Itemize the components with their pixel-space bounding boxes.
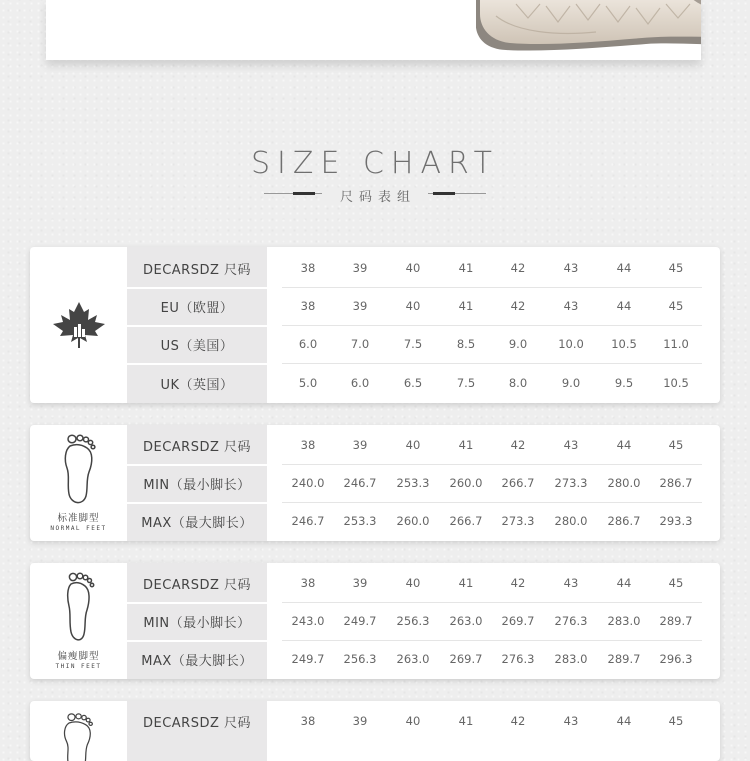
size-cell: 283.0 (554, 652, 588, 666)
table-row (30, 502, 720, 540)
size-cell: 39 (352, 438, 368, 452)
size-cell: 42 (510, 438, 526, 452)
size-cell: 280.0 (607, 476, 641, 490)
size-cell: 260.0 (449, 476, 483, 490)
size-cell: 39 (352, 299, 368, 313)
size-cell: 40 (405, 576, 421, 590)
size-cell: 296.3 (659, 652, 693, 666)
size-cell: 293.3 (659, 514, 693, 528)
size-cell: 8.5 (456, 337, 476, 351)
table-row (30, 640, 720, 678)
size-cell: 43 (563, 438, 579, 452)
size-cell: 6.0 (298, 337, 318, 351)
size-cell: 253.3 (396, 476, 430, 490)
size-cell: 273.3 (554, 476, 588, 490)
size-cell: 7.5 (456, 376, 476, 390)
table-row (30, 249, 720, 287)
size-cell: 44 (616, 714, 632, 728)
size-cell: 39 (352, 714, 368, 728)
size-cell: 41 (458, 438, 474, 452)
foot-type-subcaption: NORMAL FEET (50, 525, 107, 532)
size-cell: 41 (458, 714, 474, 728)
row-values (282, 426, 720, 464)
size-cell: 38 (300, 299, 316, 313)
size-cell: 6.0 (350, 376, 370, 390)
normal-feet-table (30, 425, 720, 541)
row-values (282, 564, 720, 602)
size-cell: 43 (563, 576, 579, 590)
row-label: EU（欧盟） (160, 300, 234, 316)
size-cell: 269.7 (501, 614, 535, 628)
size-cell: 263.0 (396, 652, 430, 666)
size-cell: 39 (352, 261, 368, 275)
row-label: US（美国） (160, 338, 234, 354)
row-label: DECARSDZ 尺码 (142, 439, 252, 455)
row-label: DECARSDZ 尺码 (142, 577, 252, 593)
table-row (30, 287, 720, 325)
row-label: MIN（最小脚长） (143, 477, 251, 493)
size-conversion-table (30, 247, 720, 403)
size-cell: 256.3 (396, 614, 430, 628)
size-cell: 42 (510, 714, 526, 728)
size-cell: 38 (300, 438, 316, 452)
size-cell: 8.0 (508, 376, 528, 390)
row-label: UK（英国） (160, 377, 234, 393)
size-cell: 40 (405, 714, 421, 728)
size-cell: 9.0 (561, 376, 581, 390)
size-cell: 253.3 (343, 514, 377, 528)
size-cell: 42 (510, 261, 526, 275)
table-row (30, 702, 720, 740)
size-cell: 286.7 (659, 476, 693, 490)
size-cell: 266.7 (449, 514, 483, 528)
shoe-sole-image (476, 0, 701, 53)
row-label: MIN（最小脚长） (143, 615, 251, 631)
wide-feet-table (30, 701, 720, 761)
size-cell: 280.0 (554, 514, 588, 528)
row-label: DECARSDZ 尺码 (142, 262, 252, 278)
size-cell: 9.5 (614, 376, 634, 390)
size-cell: 38 (300, 714, 316, 728)
size-cell: 7.5 (403, 337, 423, 351)
size-cell: 249.7 (291, 652, 325, 666)
size-cell: 256.3 (343, 652, 377, 666)
table-row (30, 426, 720, 464)
size-cell: 43 (563, 261, 579, 275)
size-cell: 38 (300, 261, 316, 275)
size-cell: 10.5 (611, 337, 637, 351)
size-cell: 246.7 (291, 514, 325, 528)
page-subtitle: 尺码表组 (0, 186, 750, 205)
thin-feet-table (30, 563, 720, 679)
row-values (282, 464, 720, 502)
row-label: MAX（最大脚长） (141, 515, 253, 531)
size-cell: 289.7 (659, 614, 693, 628)
foot-type-caption: 偏瘦脚型 (57, 651, 100, 662)
size-cell: 10.0 (558, 337, 584, 351)
row-values (282, 249, 720, 287)
row-values (282, 325, 720, 363)
size-cell: 7.0 (350, 337, 370, 351)
size-cell: 42 (510, 576, 526, 590)
size-cell: 45 (668, 576, 684, 590)
size-cell: 45 (668, 261, 684, 275)
row-values (282, 364, 720, 402)
size-cell: 45 (668, 299, 684, 313)
size-cell: 5.0 (298, 376, 318, 390)
product-banner (46, 0, 701, 60)
size-cell: 243.0 (291, 614, 325, 628)
table-row (30, 364, 720, 402)
size-cell: 286.7 (607, 514, 641, 528)
size-cell: 266.7 (501, 476, 535, 490)
size-cell: 43 (563, 299, 579, 313)
row-label: MAX（最大脚长） (141, 653, 253, 669)
size-cell: 289.7 (607, 652, 641, 666)
size-cell: 42 (510, 299, 526, 313)
size-cell: 44 (616, 261, 632, 275)
table-row (30, 464, 720, 502)
page-title: SIZE CHART (251, 146, 499, 181)
size-cell: 41 (458, 261, 474, 275)
size-cell: 283.0 (607, 614, 641, 628)
row-values (282, 640, 720, 678)
size-cell: 276.3 (554, 614, 588, 628)
size-cell: 263.0 (449, 614, 483, 628)
size-cell: 38 (300, 576, 316, 590)
size-cell: 45 (668, 714, 684, 728)
size-cell: 39 (352, 576, 368, 590)
size-cell: 6.5 (403, 376, 423, 390)
size-cell: 269.7 (449, 652, 483, 666)
size-cell: 44 (616, 576, 632, 590)
size-cell: 11.0 (663, 337, 689, 351)
row-values (282, 702, 720, 740)
size-cell: 249.7 (343, 614, 377, 628)
row-values (282, 502, 720, 540)
table-row (30, 602, 720, 640)
size-cell: 44 (616, 299, 632, 313)
size-cell: 41 (458, 576, 474, 590)
size-cell: 10.5 (663, 376, 689, 390)
table-row (30, 564, 720, 602)
foot-type-subcaption: THIN FEET (55, 663, 102, 670)
size-cell: 9.0 (508, 337, 528, 351)
size-cell: 43 (563, 714, 579, 728)
size-cell: 276.3 (501, 652, 535, 666)
row-values (282, 602, 720, 640)
size-cell: 260.0 (396, 514, 430, 528)
size-cell: 40 (405, 261, 421, 275)
row-values (282, 287, 720, 325)
size-cell: 45 (668, 438, 684, 452)
row-label: DECARSDZ 尺码 (142, 715, 252, 731)
size-cell: 44 (616, 438, 632, 452)
size-cell: 40 (405, 438, 421, 452)
size-cell: 273.3 (501, 514, 535, 528)
size-cell: 246.7 (343, 476, 377, 490)
table-row (30, 325, 720, 363)
size-cell: 40 (405, 299, 421, 313)
foot-type-caption: 标准脚型 (57, 513, 100, 524)
size-cell: 240.0 (291, 476, 325, 490)
size-cell: 41 (458, 299, 474, 313)
